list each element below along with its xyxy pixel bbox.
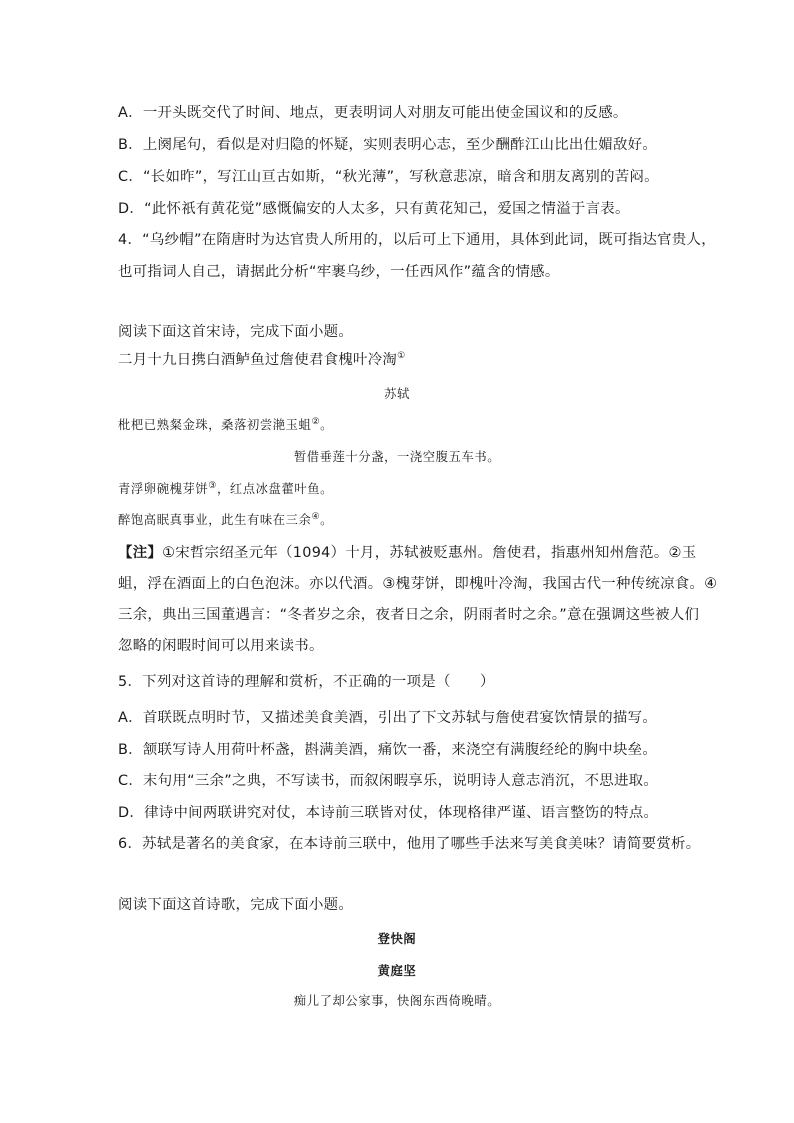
- poem-line-3: [118, 479, 333, 499]
- footnote-marker: ③: [208, 480, 217, 491]
- q5-stem: 5．下列对这首诗的理解和赏析，不正确的一项是（ ）: [118, 674, 495, 690]
- poem3-line-1: 痴儿了却公家事，快阁东西倚晚晴。: [293, 994, 501, 1008]
- q4-line-2: 也可指词人自己，请据此分析“牢裹乌纱，一任西风作”蕴含的情感。: [118, 264, 560, 280]
- poem-title: [118, 350, 406, 370]
- q5-option-b: B．颔联写诗人用荷叶杯盏，斟满美酒，痛饮一番，来浇空有满腹经纶的胸中块垒。: [118, 742, 658, 758]
- q5-option-a: A．首联既点明时节，又描述美食美酒，引出了下文苏轼与詹使君宴饮情景的描写。: [118, 710, 658, 726]
- poem3-title: 登快阁: [377, 931, 417, 946]
- q4-line-1: 4．“乌纱帽”在隋唐时为达官贵人所用的，以后可上下通用，具体到此词，既可指达官贵人，: [118, 232, 716, 248]
- poem-line-4-text: 醉饱高眠真事业，此生有味在三余: [118, 513, 312, 527]
- poem-line-2: 暂借垂莲十分盏，一浇空腹五车书。: [293, 450, 501, 464]
- footnote-marker: ①: [397, 351, 406, 362]
- poem-line-4: [118, 510, 333, 530]
- poem-line-4-end: 。: [320, 513, 334, 527]
- footnote-marker: ④: [311, 511, 321, 522]
- q3-option-d: D．“此怀祇有黄花觉”感慨偏安的人太多，只有黄花知己，爱国之情溢于言表。: [118, 201, 630, 217]
- note-line-4: 忽略的闲暇时间可以用来读书。: [118, 638, 324, 654]
- note-line-1: [118, 543, 696, 563]
- section2-intro: 阅读下面这首宋诗，完成下面小题。: [118, 324, 354, 340]
- poem-author: 苏轼: [384, 387, 410, 401]
- q3-option-b: B．上阕尾句，看似是对归隐的怀疑，实则表明心志，至少酬酢江山比出仕媚敌好。: [118, 137, 658, 153]
- poem-title-text: 二月十九日携白酒鲈鱼过詹使君食槐叶冷淘: [118, 352, 398, 368]
- note-line-3: 三余，典出三国董遇言：“冬者岁之余，夜者日之余，阴雨者时之余。”意在强调这些被人们: [118, 607, 700, 623]
- q3-option-c: C．“长如昨”，写江山亘古如斯，“秋光薄”，写秋意悲凉，暗含和朋友离别的苦闷。: [118, 169, 659, 185]
- note-line-2: 蛆，浮在酒面上的白色泡沫。亦以代酒。③槐芽饼，即槐叶冷淘，我国古代一种传统凉食。④: [118, 576, 718, 592]
- poem-line-3-text: 青浮卵碗槐芽饼: [118, 482, 209, 496]
- poem-line-1: [118, 415, 333, 435]
- poem-line-1-text: 枇杷已熟粲金珠，桑落初尝滟玉蛆: [118, 418, 312, 432]
- q5-option-d: D．律诗中间两联讲究对仗，本诗前三联皆对仗，体现格律严谨、语言整饬的特点。: [118, 805, 659, 821]
- q3-option-a: A．一开头既交代了时间、地点，更表明词人对朋友可能出使金国议和的反感。: [118, 105, 628, 121]
- footnote-marker: ②: [311, 416, 321, 427]
- poem-line-3-end: ，红点冰盘藿叶鱼。: [216, 482, 334, 496]
- poem3-author: 黄庭坚: [377, 963, 417, 978]
- note-label: 【注】: [118, 545, 163, 561]
- section3-intro: 阅读下面这首诗歌，完成下面小题。: [118, 897, 354, 913]
- poem-line-1-end: 。: [320, 418, 334, 432]
- q5-option-c: C．末句用“三余”之典，不写读书，而叙闲暇享乐，说明诗人意志消沉，不思进取。: [118, 773, 659, 789]
- note-line-1-text: ①宋哲宗绍圣元年（1094）十月，苏轼被贬惠州。詹使君，指惠州知州詹范。②玉: [162, 545, 697, 561]
- q6-stem: 6．苏轼是著名的美食家，在本诗前三联中，他用了哪些手法来写美食美味？请简要赏析。: [118, 836, 701, 852]
